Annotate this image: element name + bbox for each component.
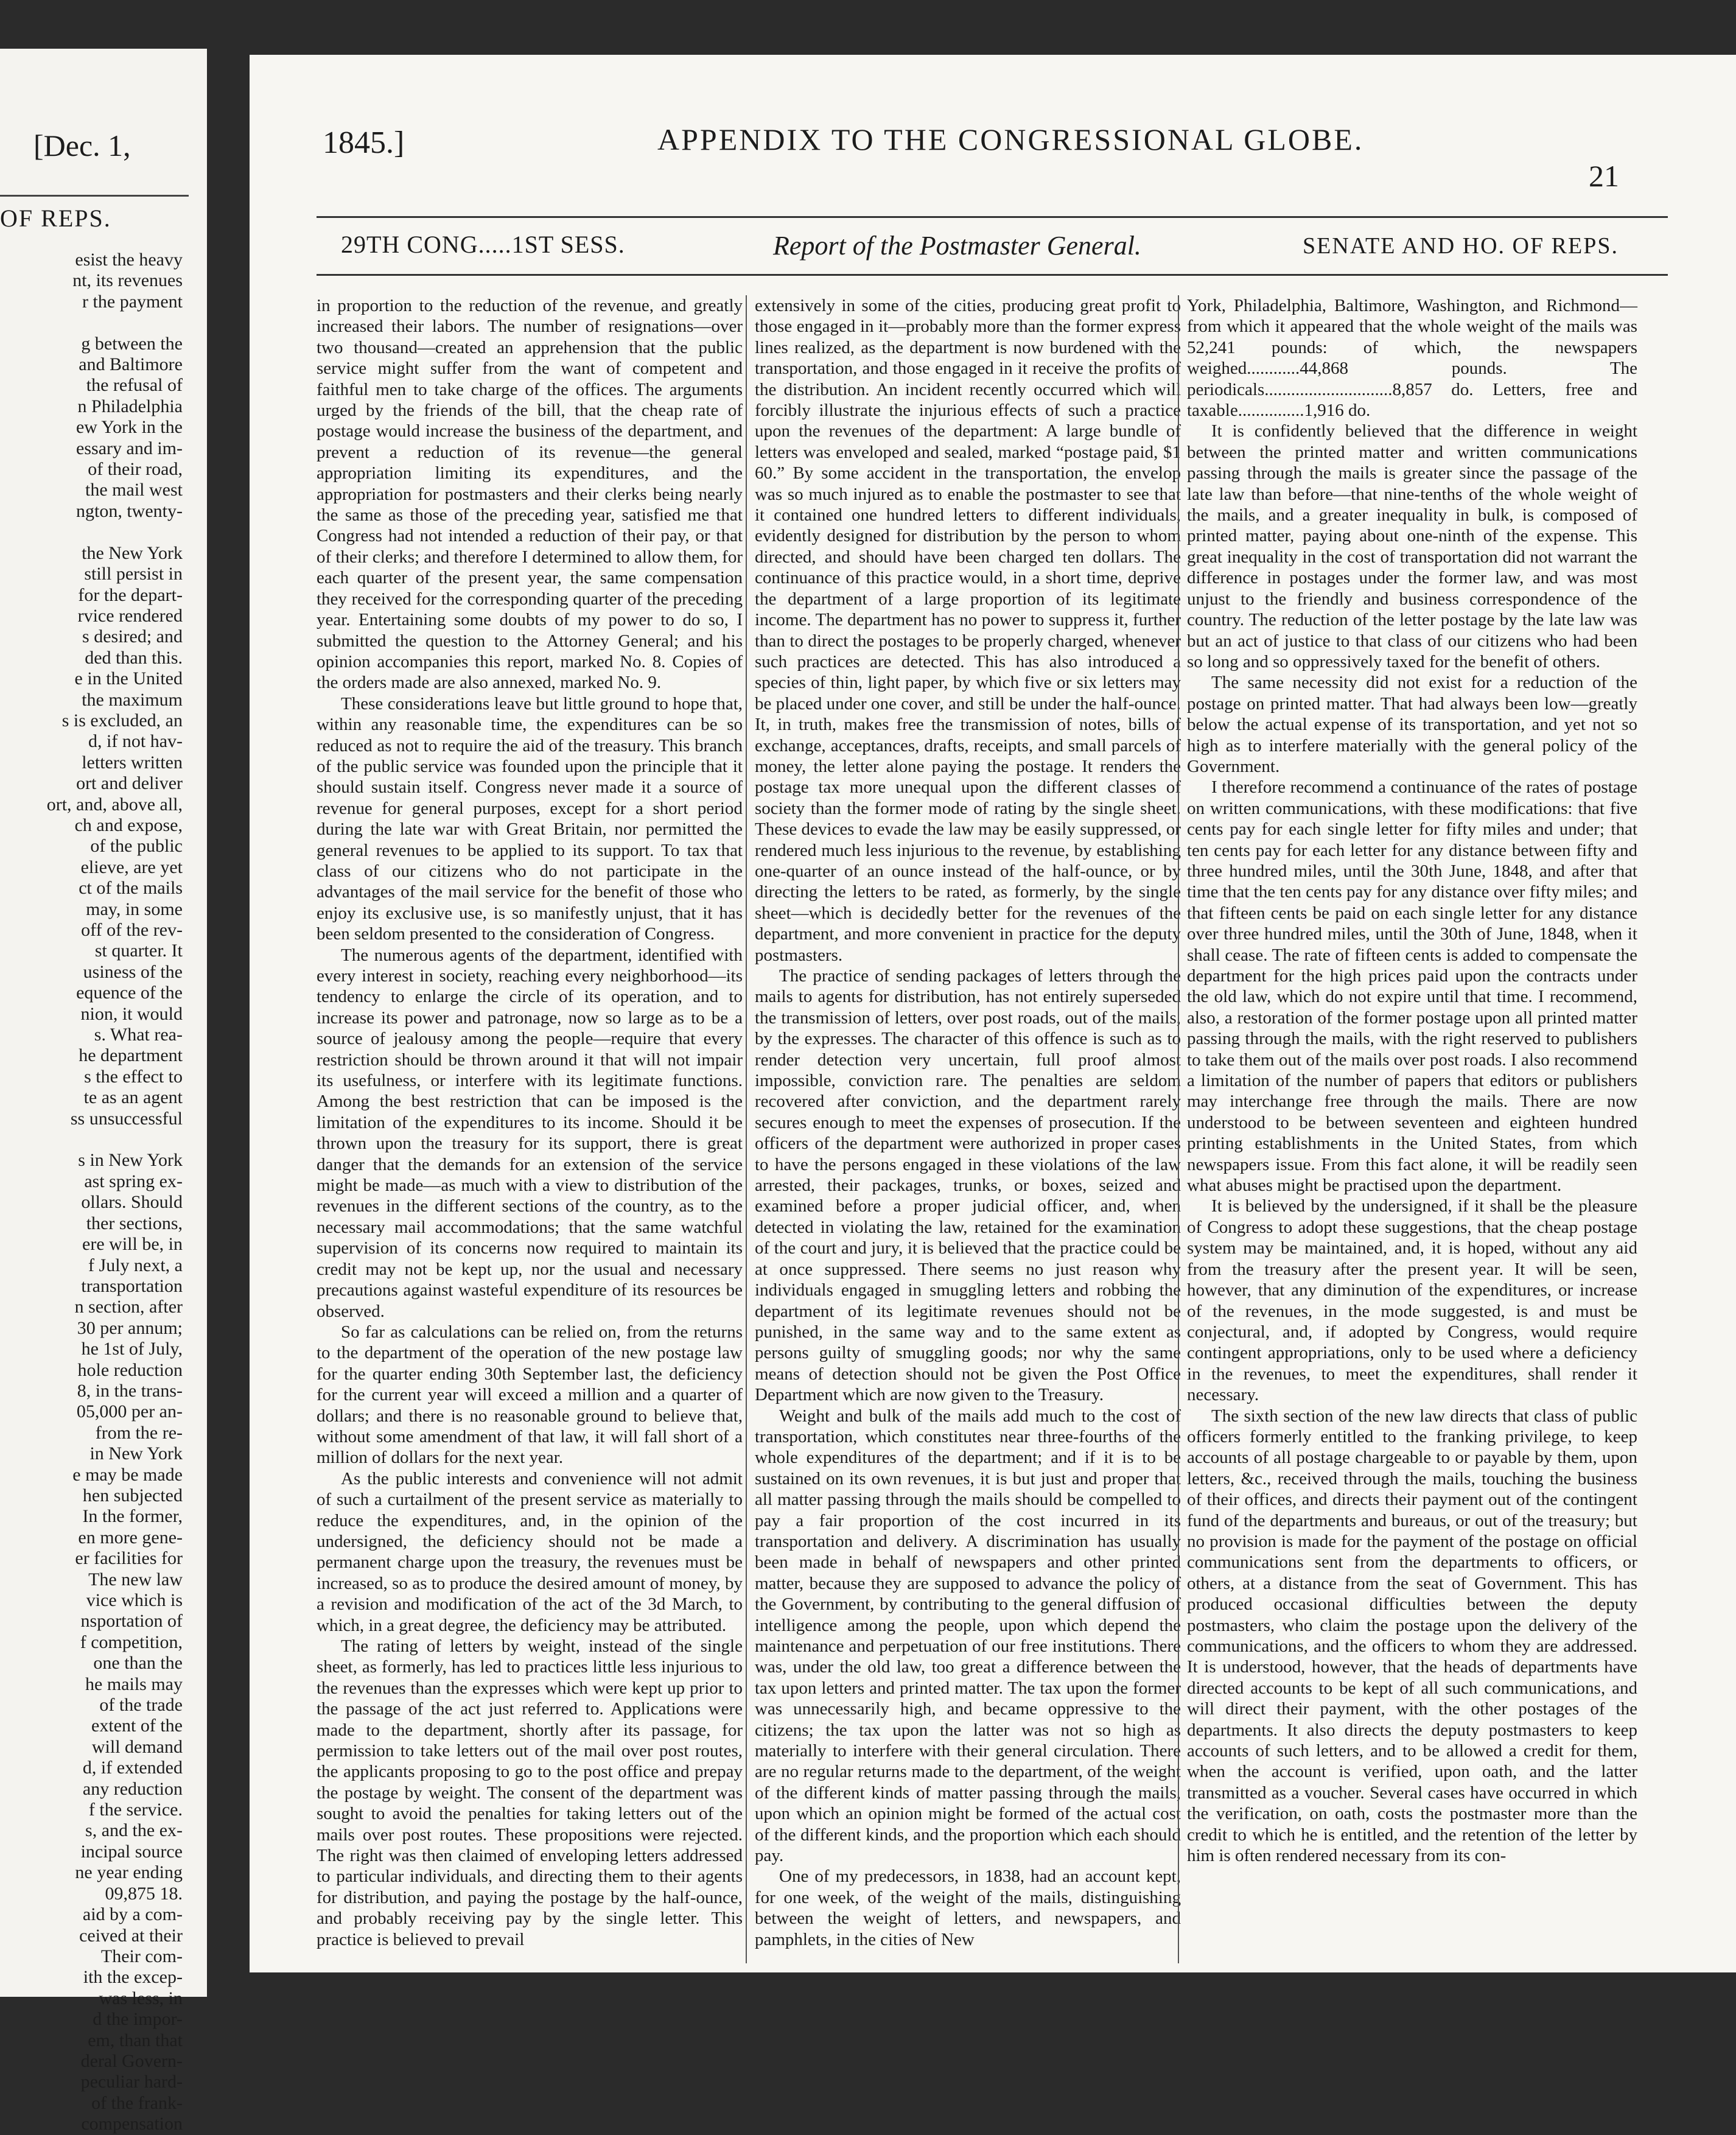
left-page-line: r the payment [82, 291, 183, 312]
left-page-line: g between the [81, 333, 183, 354]
left-page-line: d, if extended [82, 1758, 183, 1778]
left-page-line: compensation [81, 2114, 183, 2134]
left-page-line: he 1st of July, [81, 1339, 183, 1359]
page-title: APPENDIX TO THE CONGRESSIONAL GLOBE. [657, 122, 1364, 156]
left-page-line: nion, it would [80, 1003, 183, 1024]
left-page-line: en more gene- [78, 1527, 183, 1548]
left-page-line: letters written [82, 752, 183, 773]
left-page-line: ast spring ex- [84, 1171, 183, 1191]
paragraph: It is confidently believed that the difference in weight between the printed matter and written communications passing through the mails is greater since the passage of the late law than before—that nine-tenths of the whole weight of the mails, and a greater inequality in bulk, is composed of printed matter, paying about one-ninth of the expense. This great inequality in the cost of transportation did not warrant the difference in postages under the former law, and was most unjust to the friendly and business correspondence of the country. The reduction of the letter postage by the late law was but an act of justice to that class of our citizens who had been so long and so oppressively taxed for the benefit of others. [1187, 421, 1637, 671]
column-divider-2 [1178, 295, 1179, 1963]
left-page-line: and Baltimore [79, 354, 183, 375]
paragraph: The practice of sending packages of letters through the mails to agents for distribution, has not entirely superseded the transmission of letters, over post roads, out of the mails, by the expresses. The character of this offence is such as to render detection very uncertain, full proof almost impossible, conviction rare. The penalties are seldom recovered after conviction, and the department rarely secures enough to meet the expenses of prosecution. If the officers of the department were authorized in proper cases to have the persons engaged in these violations of the law arrested, their packages, trunks, or boxes, seized and examined before a proper judicial officer, and, when detected in violating the law, retained for the examination of the court and jury, it is believed that the practice could be at once suppressed. There seems no just reason why individuals engaged in smuggling letters and robbing the department of its legitimate revenues should not be punished, in the same way and to the same extent as persons guilty of smuggling goods; nor why the same means of detection should not be given the Post Office Department which are now given to the Treasury. [755, 966, 1181, 1405]
left-page-line: ceived at their [79, 1925, 183, 1946]
left-page-line: incipal source [80, 1841, 183, 1862]
left-page-line: 8, in the trans- [77, 1380, 183, 1401]
report-subject: Report of the Postmaster General. [773, 231, 1141, 261]
left-page-line: e may be made [72, 1464, 183, 1485]
left-page-line: of the public [90, 836, 183, 857]
left-page-line: ith the excep- [83, 1967, 183, 1988]
left-page-line: still persist in [84, 564, 183, 584]
left-page-line: st quarter. It [94, 941, 183, 961]
left-page-line: e in the United [74, 668, 183, 689]
left-page-line: In the former, [82, 1506, 183, 1527]
left-page-line: esist the heavy [75, 250, 183, 270]
paragraph: These considerations leave but little ground to hope that, within any reasonable time, the expenditures can be so reduced as not to require the aid of the treasury. This branch of the public service was founded upon the principle that it should sustain itself. Congress never made it a source of revenue for general purposes, except for a short period during the late war with Great Britain, nor permitted the general revenues to be applied to its support. To tax that class of our citizens who do not participate in the advantages of the mail service for the benefit of those who enjoy its exclusive use, is so manifestly unjust, that it has been seldom presented to the consideration of Congress. [317, 693, 743, 944]
paragraph: I therefore recommend a continuance of the rates of postage on written communications, with these modifications: that five cents pay for each single letter for fifty miles and under; that ten cents pay for each letter for any distance between fifty and three hundred miles, until the 30th June, 1848, and after that time that the ten cents pay for any distance over fifty miles; and that fifteen cents be paid on each single letter for any distance over three hundred miles, until the 30th of June, 1848, when it shall cease. The rate of fifteen cents is added to compensate the department for the high prices paid upon the contracts under the old law, which do not expire until that time. I recommend, also, a restoration of the former postage upon all printed matter passing through the mails, with the right reserved to publishers to take them out of the mails over post roads. I also recommend a limitation of the number of papers that editors or publishers may interchange free through the mails. There are now understood to be between seventeen and eighteen hundred printing establishments in the United States, from which newspapers issue. From this fact alone, it will be readily seen what abuses might be practised upon the department. [1187, 777, 1637, 1196]
left-page-line: ngton, twenty- [76, 500, 183, 521]
left-page-line: will demand [91, 1736, 183, 1757]
left-page-date: [Dec. 1, [33, 128, 131, 163]
left-page-line: ded than this. [85, 647, 183, 668]
paragraph: As the public interests and convenience will not admit of such a curtailment of the present service as materially to reduce the expenditures, and, in the opinion of the undersigned, the deficiency should not be made a permanent charge upon the treasury, the revenues must be increased, so as to produce the desired amount of money, by a revision and modification of the act of the 3d March, to which, in a great degree, the deficiency may be attributed. [317, 1468, 743, 1635]
left-page-line: equence of the [76, 983, 183, 1003]
left-page-line: from the re- [95, 1422, 183, 1443]
left-page-line: s desired; and [82, 626, 183, 647]
paragraph: Weight and bulk of the mails add much to the cost of transportation, which constitutes near three-fourths of the whole expenditures of the department; and if it is to be sustained on its own revenues, it is but just and proper that all matter passing through the mails should be compelled to pay a fair proportion of the cost incurred in its transportation and delivery. A discrimination has usually been made in behalf of newspapers and other printed matter, because they are supposed to advance the policy of the Government, by contributing to the general diffusion of intelligence among the people, upon which depend the maintenance and perpetuation of our free institutions. There was, under the old law, too great a difference between the tax upon letters and printed matter. The tax upon the former was unnecessarily high, and became oppressive to the citizens; the tax upon the latter was not so high as materially to interfere with their general circulation. There are no regular returns made to the department, of the weight of the different kinds of matter passing through the mails, upon which an opinion might be formed of the actual cost of the different kinds, and the proportion which each should pay. [755, 1406, 1181, 1866]
left-page-line: nt, its revenues [72, 270, 183, 291]
left-page-line: aid by a com- [82, 1904, 183, 1925]
left-page-column [0, 250, 183, 2134]
left-page-line: ort, and, above all, [46, 794, 183, 815]
left-page-line: transportation [81, 1275, 183, 1296]
left-page-line: te as an agent [83, 1087, 183, 1108]
left-page-line: extent of the [91, 1716, 183, 1736]
left-page-line: ther sections, [86, 1213, 183, 1233]
left-page-line: of the trade [99, 1695, 183, 1716]
text-column-3 [1187, 295, 1637, 1866]
newspaper-page [250, 55, 1736, 1972]
chamber-label: SENATE AND HO. OF REPS. [1303, 233, 1619, 259]
header-rule-bottom [317, 274, 1668, 276]
column-divider-1 [746, 295, 747, 1963]
left-page-line: peculiar hard- [80, 2072, 183, 2092]
text-column-2 [755, 295, 1181, 1950]
left-page-line: the maximum [82, 689, 183, 710]
left-page-line: ne year ending [75, 1862, 183, 1883]
header-rule-top [317, 216, 1668, 218]
session-label: 29TH CONG.....1ST SESS. [341, 231, 625, 258]
left-page-line: the refusal of [86, 375, 183, 396]
paragraph: in proportion to the reduction of the revenue, and greatly increased their labors. The number of resignations—over two thousand—created an apprehension that the public service might suffer from the want of competent and faithful men to take charge of the offices. The arguments urged by the friends of the bill, that the cheap rate of postage would increase the business of the department, and prevent a reduction of its revenue—the general appropriation limiting its expenditures, and the appropriation for postmasters and their clerks being nearly the same as those of the preceding year, satisfied me that Congress had not intended a reduction of their pay, or that of their clerks; and therefore I determined to allow them, for each quarter of the present year, the same compensation they received for the corresponding quarter of the preceding year. Entertaining some doubts of my power to do so, I submitted the question to the Attorney General; and his opinion accompanies this report, marked No. 8. Copies of the orders made are also annexed, marked No. 9. [317, 296, 743, 693]
left-page-line: in New York [89, 1443, 183, 1464]
left-page-line: of their road, [88, 459, 183, 480]
left-page-line: ch and expose, [74, 815, 183, 835]
text-column-1 [317, 295, 743, 1950]
paragraph: So far as calculations can be relied on, from the returns to the department of the operation of the new postage law for the quarter ending 30th September last, the deficiency for the current year will exceed a million and a quarter of dollars; and there is no reasonable ground to believe that, without some amendment of that law, it will fall short of a million of dollars for the next year. [317, 1322, 743, 1468]
left-page-line: hole reduction [77, 1359, 183, 1380]
left-page-line: ere will be, in [82, 1234, 183, 1255]
header-year: 1845.] [323, 125, 405, 160]
left-page-line: usiness of the [83, 961, 183, 982]
left-page-line: ew York in the [75, 417, 183, 438]
left-page-line: s in New York [78, 1150, 183, 1171]
left-page-fragment [0, 49, 207, 2134]
paragraph: The sixth section of the new law directs that class of public officers formerly entitled to the franking privilege, to keep accounts of all postage chargeable to or payable by them, upon letters, &c., received through the mails, touching the business of their offices, and directs their payment out of the contingent fund of the departments and bureaus, or out of the treasury; but no provision is made for the payment of the postage on official communications sent from the departments to officers, or others, at a distance from the seat of Government. This has produced occasional difficulties between the deputy postmasters, who claim the postage upon the delivery of the communications, and the officers to whom they are addressed. It is understood, however, that the heads of departments have directed accounts to be kept of all such communications, and will direct their payment, with the other postages of the departments. It also directs the deputy postmasters to keep accounts of such letters, and to be allowed a credit for them, when the account is verified, upon oath, and the latter transmitted as a voucher. Several cases have occurred in which the verification, on oath, costs the postmaster more than the credit to which he is entitled, and the retention of the letter by him is often rendered necessary from its con- [1187, 1406, 1637, 1866]
paragraph: The numerous agents of the department, identified with every interest in society, reaching every neighborhood—its tendency to enlarge the circle of its operation, and to increase its power and patronage, now so large as to be a source of jealousy among the people—require that every restriction should be thrown around it that will not impair its usefulness, or interfere with its legitimate functions. Among the best restriction that can be imposed is the limitation of the expenditures to its income. Should it be thrown upon the treasury for its support, there is great danger that the demands for an extension of the service might be made—as much with a view to distribution of the revenues in the different sections of the country, as to the necessary mail accommodations; that the same watchful supervision of its concerns now required to maintain its credit may not be kept up, nor the usual and necessary precautions against wasteful expenditure of its resources be observed. [317, 945, 743, 1321]
left-page-line: d, if not hav- [88, 731, 183, 752]
left-page-line: s the effect to [84, 1066, 183, 1087]
left-page-line: ss unsuccessful [70, 1108, 183, 1129]
left-page-line [0, 522, 183, 542]
left-header-rule [0, 195, 189, 197]
left-page-line: was less, in [99, 1988, 183, 2008]
left-page-line: the New York [82, 542, 183, 563]
left-page-line: any reduction [82, 1778, 183, 1799]
left-page-line: ort and deliver [76, 773, 183, 794]
left-page-line: Their com- [100, 1946, 183, 1966]
left-page-line: the mail west [85, 480, 183, 500]
left-page-line: s. What rea- [94, 1025, 183, 1045]
left-page-line: rvice rendered [77, 605, 183, 626]
left-page-line: essary and im- [76, 438, 183, 458]
paragraph: The rating of letters by weight, instead of the single sheet, as formerly, has led to practices little less injurious to the revenues than the expresses which were kept up prior to the passage of the act just referred to. Applications were made to the department, shortly after its passage, for permission to take letters out of the mail over post routes, the applicants proposing to go to the post office and prepay the postage by weight. The consent of the department was sought to avoid the penalties for taking letters out of the mails over post routes. These propositions were rejected. The right was then claimed of enveloping letters addressed to particular individuals, and directing them to their agents for distribution, and paying the postage by the half-ounce, and probably receiving pay by the single letter. This practice is believed to prevail [317, 1636, 743, 1949]
left-page-line: vice which is [86, 1590, 183, 1610]
left-page-line: 09,875 18. [105, 1883, 183, 1904]
left-page-line: he mails may [85, 1674, 183, 1694]
left-page-subheader: OF REPS. [0, 205, 111, 232]
left-page-line: hen subjected [82, 1485, 183, 1506]
left-page-line: 30 per annum; [77, 1317, 183, 1338]
left-page-line: s, and the ex- [85, 1820, 183, 1841]
left-page-line: er facilities for [75, 1548, 183, 1569]
left-page-line: d the impor- [93, 2009, 183, 2030]
left-page-line: s is excluded, an [61, 710, 183, 731]
left-page-line: one than the [93, 1653, 183, 1674]
paragraph: extensively in some of the cities, producing great profit to those engaged in it—probably more than the former express lines realized, as the department is now burdened with the transportation, and those engaged in it receive the profits of the distribution. An incident recently occurred which will forcibly illustrate the injurious effects of such a practice upon the revenues of the department: A large bundle of letters was enveloped and sealed, marked “postage paid, $1 60.” By some accident in the transportation, the envelop was so much injured as to enable the postmaster to see that it contained one hundred letters to different individuals, evidently designed for distribution by the person to whom directed, and should have been charged ten dollars. The continuance of this practice would, in a short time, deprive the department of a large proportion of its legitimate income. The department has no power to suppress it, further than to direct the postages to be properly charged, whenever such practices are detected. This has also introduced a species of thin, light paper, by which five or six letters may be placed under one cover, and still be under the half-ounce. It, in truth, makes free the transmission of notes, bills of exchange, acceptances, drafts, receipts, and small parcels of money, the letter alone paying the postage. It renders the postage tax more unequal upon the different classes of society than the former mode of rating by the single sheet. These devices to evade the law may be easily suppressed, or rendered much less injurious to the revenue, by establishing one-quarter of an ounce instead of the half-ounce, or by directing the letters to be rated, as formerly, by the single sheet—which is decidedly better for the revenues of the department, and more convenient in practice for the deputy postmasters. [755, 296, 1181, 965]
paragraph: York, Philadelphia, Baltimore, Washington, and Richmond—from which it appeared that the whole weight of the mails was 52,241 pounds: of which, the newspapers weighed............44,868 pounds. The periodicals.............................8,857 do. Letters, free and taxable...............1,916 do. [1187, 296, 1637, 421]
left-page-line: 05,000 per an- [76, 1401, 183, 1422]
left-page-line: off of the rev- [81, 920, 183, 940]
left-page-line: deral Govern- [80, 2050, 183, 2071]
page-number: 21 [1589, 159, 1619, 193]
left-page-line [0, 1129, 183, 1150]
left-page-line [0, 312, 183, 333]
left-page-line: f July next, a [88, 1255, 183, 1275]
left-page-line: he department [79, 1045, 183, 1066]
left-page-line: The new law [88, 1569, 183, 1590]
paragraph: It is believed by the undersigned, if it shall be the pleasure of Congress to adopt these suggestions, that the cheap postage system may be maintained, and, it is hoped, without any aid from the treasury after the present year. It will be seen, however, that any diminution of the expenditures, or increase of the revenues, in the mode suggested, is and must be conjectural, and, if adopted by Congress, would require contingent appropriations, only to be used where a deficiency in the revenues, to meet the expenditures, shall render it necessary. [1187, 1196, 1637, 1405]
left-page-line: em, than that [88, 2030, 183, 2050]
left-page-line: f the service. [88, 1800, 183, 1820]
paragraph: One of my predecessors, in 1838, had an account kept, for one week, of the weight of the mails, distinguishing between the weight of letters, and newspapers, and pamphlets, in the cities of New [755, 1867, 1181, 1949]
left-page-line: for the depart- [78, 584, 183, 605]
left-page-line: n Philadelphia [77, 396, 183, 416]
paragraph: The same necessity did not exist for a reduction of the postage on printed matter. That had always been low—greatly below the actual expense of its transportation, and yet not so high as to interfere materially with the general policy of the Government. [1187, 673, 1637, 776]
left-page-line: nsportation of [80, 1611, 183, 1632]
left-page-line: n section, after [74, 1297, 183, 1317]
left-page-line: ollars. Should [81, 1192, 183, 1213]
left-page-line: of the frank- [91, 2092, 183, 2113]
left-page-line: ct of the mails [79, 878, 183, 899]
left-page-line: f competition, [80, 1632, 183, 1652]
left-page-line: elieve, are yet [80, 857, 183, 877]
left-page-line: may, in some [86, 899, 183, 919]
